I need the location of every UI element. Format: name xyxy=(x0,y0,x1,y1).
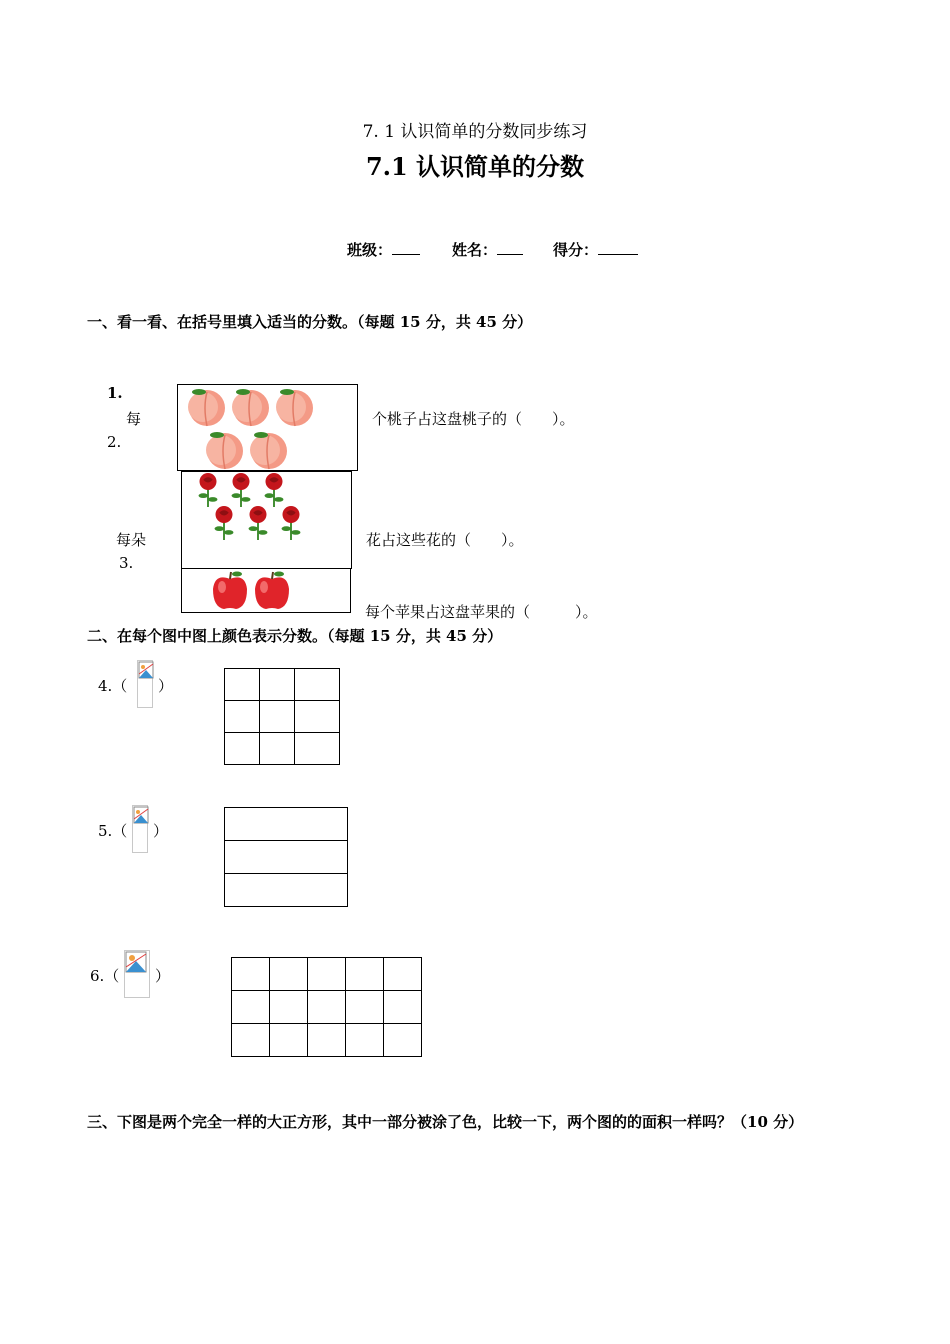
apples-image xyxy=(182,569,350,612)
q4-close-paren: ） xyxy=(158,677,174,695)
q4-cell[interactable] xyxy=(295,701,340,733)
q6-cell[interactable] xyxy=(270,1024,308,1057)
roses-image xyxy=(182,472,351,568)
q4-cell[interactable] xyxy=(295,669,340,701)
q6-grid xyxy=(231,957,422,1057)
rose-2 xyxy=(232,473,251,507)
q6-cell[interactable] xyxy=(308,991,346,1024)
q5-cell[interactable] xyxy=(225,874,348,907)
q3-number: 3. xyxy=(119,554,134,572)
class-blank[interactable] xyxy=(392,240,420,255)
rose-5 xyxy=(249,506,268,540)
score-field xyxy=(553,239,638,260)
q4-cell[interactable] xyxy=(225,701,260,733)
q6-cell[interactable] xyxy=(346,958,384,991)
rose-box xyxy=(181,471,352,569)
q6-label: 6.（ xyxy=(90,967,120,985)
q4-cell[interactable] xyxy=(260,669,295,701)
q4-cell[interactable] xyxy=(260,733,295,765)
class-field xyxy=(347,239,420,260)
q4-cell[interactable] xyxy=(260,701,295,733)
q6-cell[interactable] xyxy=(384,991,422,1024)
peach-1 xyxy=(188,389,225,426)
q6-cell[interactable] xyxy=(270,991,308,1024)
q5-close-paren: ） xyxy=(153,822,169,840)
q6-cell[interactable] xyxy=(232,991,270,1024)
section3-heading: 三、下图是两个完全一样的大正方形，其中一部分被涂了色，比较一下，两个图的的面积一样吗？（10 分） xyxy=(87,1113,804,1131)
q5-grid xyxy=(224,807,348,907)
apple-box xyxy=(181,568,351,613)
name-label: 姓名： xyxy=(452,241,498,259)
q1-text: 个桃子占这盘桃子的（ ）。 xyxy=(372,410,575,428)
q6-cell[interactable] xyxy=(232,958,270,991)
q4-cell[interactable] xyxy=(295,733,340,765)
worksheet-subtitle: 7. 1 认识简单的分数同步练习 xyxy=(362,122,588,142)
q5-cell[interactable] xyxy=(225,841,348,874)
q4-fraction-image-icon xyxy=(137,660,153,708)
q5-label: 5.（ xyxy=(98,822,128,840)
q6-cell[interactable] xyxy=(308,1024,346,1057)
section2-heading: 二、在每个图中图上颜色表示分数。（每题 15 分，共 45 分） xyxy=(87,627,503,645)
q1-number: 1. xyxy=(107,384,123,402)
name-blank[interactable] xyxy=(497,240,523,255)
rose-6 xyxy=(282,506,301,540)
q6-close-paren: ） xyxy=(155,967,171,985)
q6-cell[interactable] xyxy=(232,1024,270,1057)
q2-prefix: 每朵 xyxy=(116,531,147,549)
rose-1 xyxy=(199,473,218,507)
q6-fraction-image-icon xyxy=(124,950,150,998)
q6-cell[interactable] xyxy=(346,991,384,1024)
q4-cell[interactable] xyxy=(225,733,260,765)
q4-cell[interactable] xyxy=(225,669,260,701)
q6-cell[interactable] xyxy=(384,1024,422,1057)
q2-text: 花占这些花的（ ）。 xyxy=(366,531,524,549)
peach-3 xyxy=(276,389,313,426)
q6-cell[interactable] xyxy=(270,958,308,991)
q6-cell[interactable] xyxy=(308,958,346,991)
q1-prefix: 每 xyxy=(126,410,142,428)
peaches-image xyxy=(178,385,357,470)
peach-4 xyxy=(206,432,243,469)
q6-cell[interactable] xyxy=(384,958,422,991)
q5-fraction-image-icon xyxy=(132,805,148,853)
class-label: 班级： xyxy=(347,241,393,259)
peach-2 xyxy=(232,389,269,426)
q4-grid xyxy=(224,668,340,765)
rose-3 xyxy=(265,473,284,507)
q2-number: 2. xyxy=(107,433,122,451)
q3-text: 每个苹果占这盘苹果的（ ）。 xyxy=(365,603,598,621)
name-field xyxy=(452,239,523,260)
rose-4 xyxy=(215,506,234,540)
score-label: 得分： xyxy=(553,241,599,259)
peach-5 xyxy=(250,432,287,469)
score-blank[interactable] xyxy=(598,240,638,255)
peach-plate-box xyxy=(177,384,358,471)
apple-1 xyxy=(213,572,247,610)
q6-cell[interactable] xyxy=(346,1024,384,1057)
q5-cell[interactable] xyxy=(225,808,348,841)
q4-label: 4.（ xyxy=(98,677,128,695)
section1-heading: 一、看一看、在括号里填入适当的分数。（每题 15 分，共 45 分） xyxy=(87,313,533,331)
apple-2 xyxy=(255,572,289,610)
worksheet-title: 7.1 认识简单的分数 xyxy=(365,152,585,181)
